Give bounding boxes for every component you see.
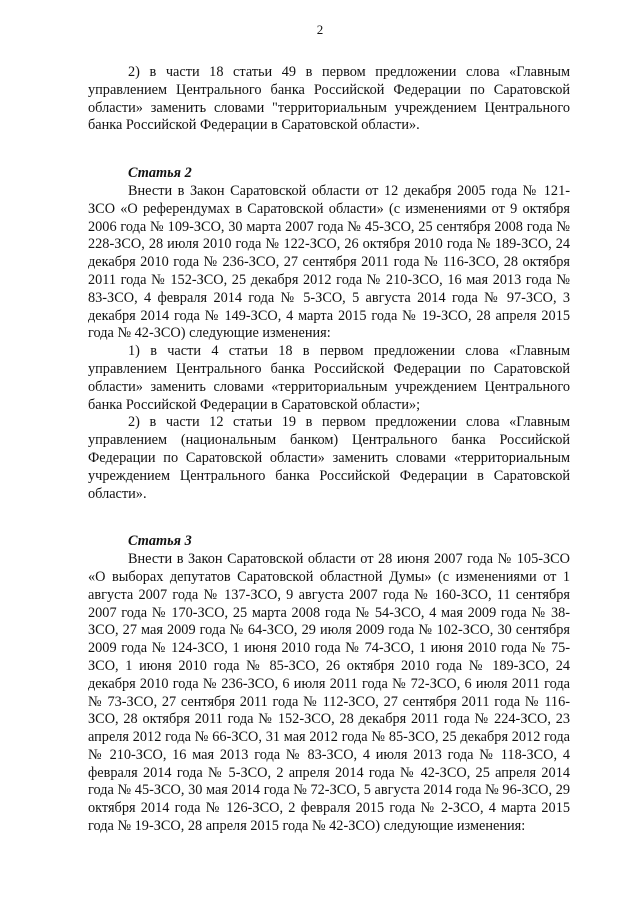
page-number: 2 xyxy=(316,22,324,37)
article2-heading: Статья 2 xyxy=(128,165,192,182)
spacer xyxy=(88,503,570,533)
paragraph-article1-item2: 2) в части 18 статьи 49 в первом предложении слова «Главным управлением Центрального банка Российской Федерации по Саратовской области» заменить словами "территориальным учреждением Центрального банка Российской Федерации в Саратовской области». xyxy=(88,64,570,134)
article2-intro: Внести в Закон Саратовской области от 12 декабря 2005 года № 121-ЗСО «О референдумах в Саратовской области» (с изменениями от 9 октября 2006 года № 109-ЗСО, 30 марта 2007 года № 45-ЗСО, 25 сентября 2008 года № 228-ЗСО, 28 июля 2010 года № 122-ЗСО, 26 октября 2010 года № 189-ЗСО, 24 декабря 2010 года № 236-ЗСО, 27 сентября 2011 года № 116-ЗСО, 28 октября 2011 года № 152-ЗСО, 25 декабря 2012 года № 210-ЗСО, 16 мая 2013 года № 83-ЗСО, 4 февраля 2014 года № 5-ЗСО, 5 августа 2014 года № 97-ЗСО, 3 декабря 2014 года № 149-ЗСО, 4 марта 2015 года № 19-ЗСО, 28 апреля 2015 года № 42-ЗСО) следующие изменения: xyxy=(88,182,570,342)
article3-intro: Внести в Закон Саратовской области от 28 июня 2007 года № 105-ЗСО «О выборах депутатов Саратовской областной Думы» (с изменениями от 1 августа 2007 года № 137-ЗСО, 9 августа 2007 года № 160-ЗСО, 11 сентября 2007 года № 170-ЗСО, 25 марта 2008 года № 54-ЗСО, 4 мая 2009 года № 38-ЗСО, 27 мая 2009 года № 64-ЗСО, 29 июля 2009 года № 102-ЗСО, 30 сентября 2009 года № 124-ЗСО, 1 июня 2010 года № 74-ЗСО, 1 июня 2010 года № 75-ЗСО, 1 июня 2010 года № 85-ЗСО, 26 октября 2010 года № 189-ЗСО, 24 декабря 2010 года № 236-ЗСО, 6 июля 2011 года № 72-ЗСО, 6 июля 2011 года № 73-ЗСО, 27 сентября 2011 года № 112-ЗСО, 27 сентября 2011 года № 116-ЗСО, 28 октября 2011 года № 152-ЗСО, 28 декабря 2011 года № 224-ЗСО, 23 апреля 2012 года № 66-ЗСО, 31 мая 2012 года № 85-ЗСО, 25 декабря 2012 года № 210-ЗСО, 16 мая 2013 года № 83-ЗСО, 4 июля 2013 года № 118-ЗСО, 4 февраля 2014 года № 5-ЗСО, 2 апреля 2014 года № 42-ЗСО, 25 апреля 2014 года № 45-ЗСО, 30 мая 2014 года № 72-ЗСО, 5 августа 2014 года № 96-ЗСО, 29 октября 2014 года № 126-ЗСО, 2 февраля 2015 года № 2-ЗСО, 4 марта 2015 года № 19-ЗСО, 28 апреля 2015 года № 42-ЗСО) следующие изменения: xyxy=(88,551,570,835)
spacer xyxy=(88,135,570,165)
article3-heading: Статья 3 xyxy=(128,533,192,550)
article2-item2: 2) в части 12 статьи 19 в первом предложении слова «Главным управлением (национальным банком) Центрального банка Российской Федерации по Саратовской области» заменить словами «территориальным учреждением Центрального банка Российской Федерации в Саратовской области». xyxy=(88,414,570,502)
document-body xyxy=(88,64,570,836)
article2-item1: 1) в части 4 статьи 18 в первом предложении слова «Главным управлением Центрального банка Российской Федерации по Саратовской области» заменить словами «территориальным учреждением Центрального банка Российской Федерации в Саратовской области»; xyxy=(88,343,570,413)
